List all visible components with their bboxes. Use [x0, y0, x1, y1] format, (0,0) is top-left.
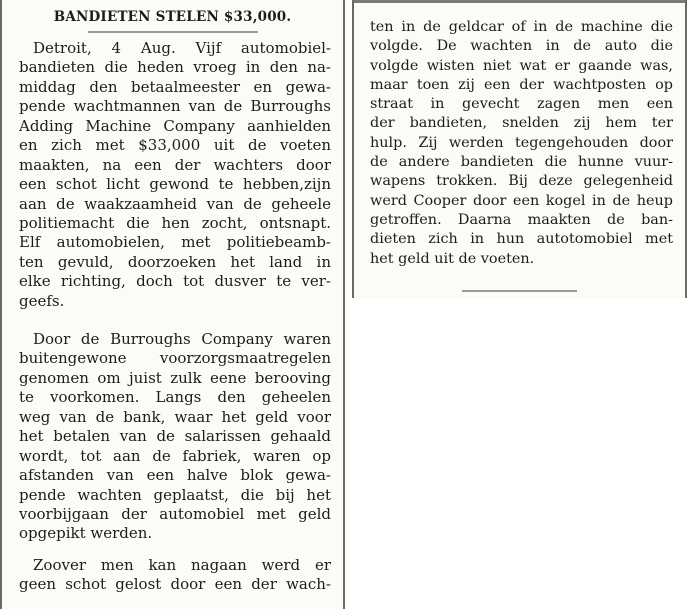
text-line: volgde wisten niet wat er gaande was, — [370, 57, 673, 74]
text-line: der bandieten, snelden zij hem ter — [370, 115, 673, 132]
end-rule — [462, 290, 577, 292]
text-line: te voorkomen. Langs den geheelen — [19, 388, 331, 407]
text-line: buitengewone voorzorgsmaatregelen — [19, 349, 331, 368]
text-line: Detroit, 4 Aug. Vijf automobiel- — [33, 39, 331, 57]
text-line: geefs. — [19, 291, 65, 310]
text-line: Adding Machine Company aanhielden — [19, 116, 331, 135]
text-line: genomen om juist zulk eene berooving — [19, 368, 331, 387]
text-line: maar toen zij een der wachtposten op — [370, 76, 673, 93]
top-rule — [354, 0, 685, 3]
paragraph-1 — [19, 39, 331, 311]
text-line: het betalen van de salarissen gehaald — [19, 427, 331, 446]
text-line: wordt, tot aan de fabriek, waren op — [19, 446, 331, 465]
text-line: ten in de geldcar of in de machine die — [370, 19, 673, 35]
article-clipping-right — [352, 0, 687, 298]
text-line: voorbijgaan der automobiel met geld — [19, 504, 331, 523]
text-line: weg van de bank, waar het geld voor — [19, 407, 331, 426]
text-line: werd Cooper door een kogel in de heup — [370, 192, 673, 209]
text-line: geen schot gelost door een der wach- — [19, 575, 331, 594]
text-line: het geld uit de voeten. — [370, 250, 535, 267]
text-line: aan de waakzaamheid van de geheele — [19, 194, 331, 213]
text-line: maakten, na een der wachters door — [19, 155, 331, 174]
continuation-paragraph — [370, 18, 673, 269]
paragraph-2 — [19, 330, 331, 544]
text-line: een schot licht gewond te hebben,zijn — [19, 175, 331, 194]
text-line: pende wachtmannen van de Burroughs — [19, 97, 331, 116]
text-line: ten gevuld, doorzoeken het land in — [19, 252, 331, 271]
text-line: straat in gevecht zagen men een — [370, 96, 673, 113]
text-line: elke richting, doch tot dusver te ver- — [19, 272, 331, 291]
headline-rule — [88, 31, 258, 33]
text-line: pende wachten geplaatst, die bij het — [19, 485, 331, 504]
text-line: afstanden van een halve blok gewa- — [19, 466, 331, 485]
text-line: dieten zich in hun autotomobiel met — [370, 231, 673, 248]
text-line: politiemacht die hen zocht, ontsnapt. — [19, 213, 331, 232]
text-line: opgepikt werden. — [19, 524, 153, 543]
article-headline: BANDIETEN STELEN $33,000. — [53, 9, 292, 25]
text-line: getroffen. Daarna maakten de ban- — [370, 211, 673, 228]
text-line: en zich met $33,000 uit de voeten — [19, 136, 331, 155]
paragraph-3 — [19, 556, 331, 595]
text-line: volgde. De wachten in de auto die — [370, 38, 673, 55]
text-line: hulp. Zij werden tegengehouden door — [370, 134, 673, 151]
text-line: bandieten die heden vroeg in den na- — [19, 58, 331, 77]
text-line: wapens trokken. Bij deze gelegenheid — [370, 173, 673, 190]
text-line: de andere bandieten die hunne vuur- — [370, 154, 673, 171]
text-line: Elf automobielen, met politiebeamb- — [19, 233, 331, 252]
text-line: Door de Burroughs Company waren — [33, 330, 331, 348]
text-line: middag den betaalmeester en gewa- — [19, 77, 331, 96]
text-line: Zoover men kan nagaan werd er — [33, 556, 331, 574]
